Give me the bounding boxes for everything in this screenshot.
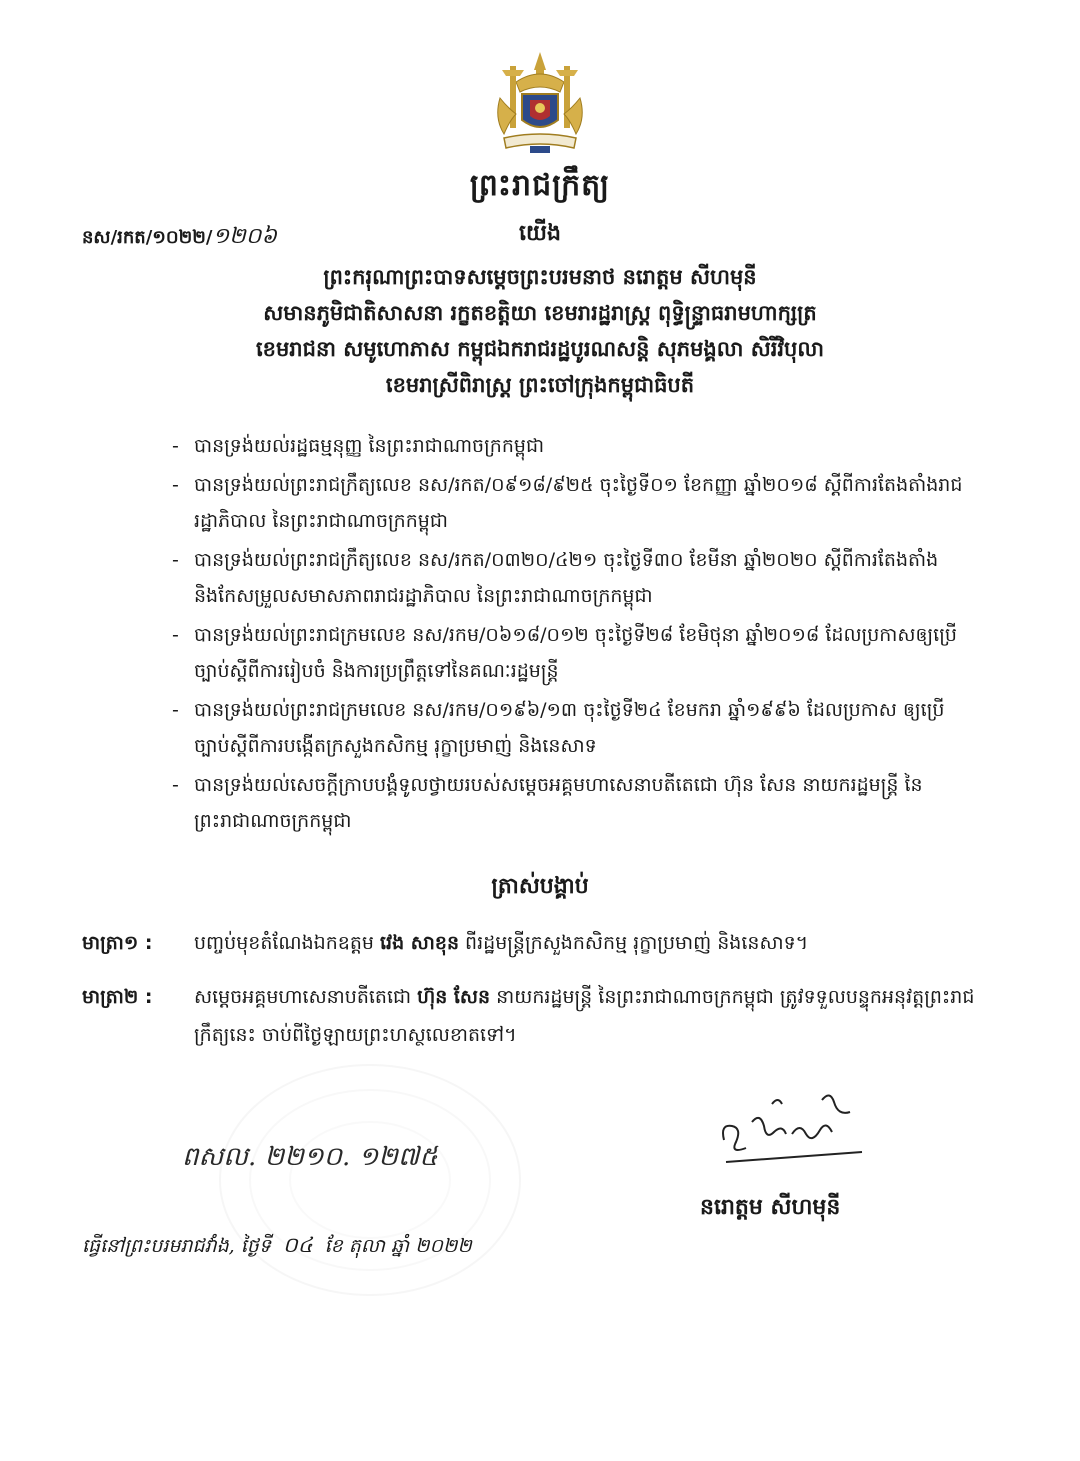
- royal-arms-emblem-icon: [486, 48, 594, 158]
- article-2: [82, 978, 982, 1054]
- king-title-line-2: សមានភូមិជាតិសាសនា រក្ខតខត្តិយា ខេមរារដ្ឋរាស្ត្រ ពុទ្ធិន្ទ្រាធរាមហាក្សត្រ: [263, 301, 817, 325]
- king-title-line-1: ព្រះករុណាព្រះបាទសម្ដេចព្រះបរមនាថ នរោត្តម សីហមុនី: [323, 265, 757, 289]
- article-1-text: បញ្ចប់មុខតំណែងឯកឧត្ដម វេង សាខុន ពីរដ្ឋមន្ត្រីក្រសួងកសិកម្ម រុក្ខាប្រមាញ់ និងនេសាទ។: [194, 932, 809, 954]
- royal-handwritten-date: ពសល. ២២១០. ១២៧៥: [182, 1142, 438, 1172]
- signer-name: នរោត្តម សីហមុនី: [700, 1195, 841, 1220]
- reference-handwritten-number: ១២០៦: [212, 224, 277, 249]
- legal-references-list: [172, 428, 968, 842]
- list-item: - បានទ្រង់យល់ព្រះរាជក្រមលេខ នស/រកម/០៦១៨/០១២ ចុះថ្ងៃទី២៨ ខែមិថុនា ឆ្នាំ២០១៨ ដែលប្រកាសឲ្យប្រើច្បាប់ស្ដីពីការរៀបចំ និងការប្រព្រឹត្តទៅនៃគណៈរដ្ឋមន្ត្រី: [172, 624, 957, 682]
- we-heading: យើង: [519, 221, 561, 246]
- list-item: - បានទ្រង់យល់ព្រះរាជក្រមលេខ នស/រកម/០១៩៦/១៣ ចុះថ្ងៃទី២៤ ខែមករា ឆ្នាំ១៩៩៦ ដែលប្រកាស ឲ្យប្រើច្បាប់ស្ដីពីការបង្កើតក្រសួងកសិកម្ម រុក្ខាប្រមាញ់ និងនេសាទ: [172, 699, 945, 757]
- article-1-name: វេង សាខុន: [380, 932, 460, 954]
- reference-prefix: នស/រកត/១០២២/: [82, 227, 213, 248]
- list-item: - បានទ្រង់យល់ព្រះរាជក្រឹត្យលេខ នស/រកត/០៩១៨/៩២៥ ចុះថ្ងៃទី០១ ខែកញ្ញា ឆ្នាំ២០១៨ ស្ដីពីការតែងតាំងរាជរដ្ឋាភិបាល នៃព្រះរាជាណាចក្រកម្ពុជា: [172, 474, 963, 532]
- place-and-date: ធ្វើនៅព្រះបរមរាជវាំង, ថ្ងៃទី ០៤ ខែ តុលា ឆ្នាំ ២០២២: [82, 1233, 472, 1257]
- article-2-label: មាត្រា២ :: [82, 986, 153, 1008]
- king-title-line-4: ខេមរាស្រីពិរាស្ត្រ ព្រះចៅក្រុងកម្ពុជាធិបតី: [385, 373, 695, 397]
- article-2-text: សម្ដេចអគ្គមហាសេនាបតីតេជោ ហ៊ុន សែន នាយករដ្ឋមន្ត្រី នៃព្រះរាជាណាចក្រកម្ពុជា ត្រូវទទួលបន្ទុកអនុវត្តព្រះរាជក្រឹត្យនេះ ចាប់ពីថ្ងៃឡាយព្រះហស្ថលេខាតទៅ។: [194, 986, 975, 1046]
- article-1: [82, 924, 982, 962]
- king-title-line-3: ខេមរាជនា សមូហោភាស កម្ពុជឯករាជរដ្ឋបូរណសន្តិ សុភមង្គលា សិរីវិបុលា: [255, 337, 825, 361]
- list-item: - បានទ្រង់យល់សេចក្ដីក្រាបបង្គំទូលថ្វាយរបស់សម្ដេចអគ្គមហាសេនាបតីតេជោ ហ៊ុន សែន នាយករដ្ឋមន្ត្រី នៃព្រះរាជាណាចក្រកម្ពុជា: [172, 774, 923, 832]
- decides-heading: ត្រាស់បង្គាប់: [491, 874, 589, 899]
- list-item: - បានទ្រង់យល់រដ្ឋធម្មនុញ្ញ នៃព្រះរាជាណាចក្រកម្ពុជា: [172, 435, 545, 457]
- article-2-name: ហ៊ុន សែន: [417, 986, 491, 1008]
- handwritten-day: ០៤: [282, 1233, 313, 1257]
- list-item: - បានទ្រង់យល់ព្រះរាជក្រឹត្យលេខ នស/រកត/០៣២០/៤២១ ចុះថ្ងៃទី៣០ ខែមីនា ឆ្នាំ២០២០ ស្ដីពីការតែងតាំង និងកែសម្រួលសមាសភាពរាជរដ្ឋាភិបាល នៃព្រះរាជាណាចក្រកម្ពុជា: [172, 549, 939, 607]
- embossed-seal-watermark: [205, 1050, 535, 1310]
- article-1-label: មាត្រា១ :: [82, 932, 153, 954]
- decree-title: ព្រះរាជក្រឹត្យ: [469, 168, 611, 203]
- royal-signature: [712, 1082, 872, 1172]
